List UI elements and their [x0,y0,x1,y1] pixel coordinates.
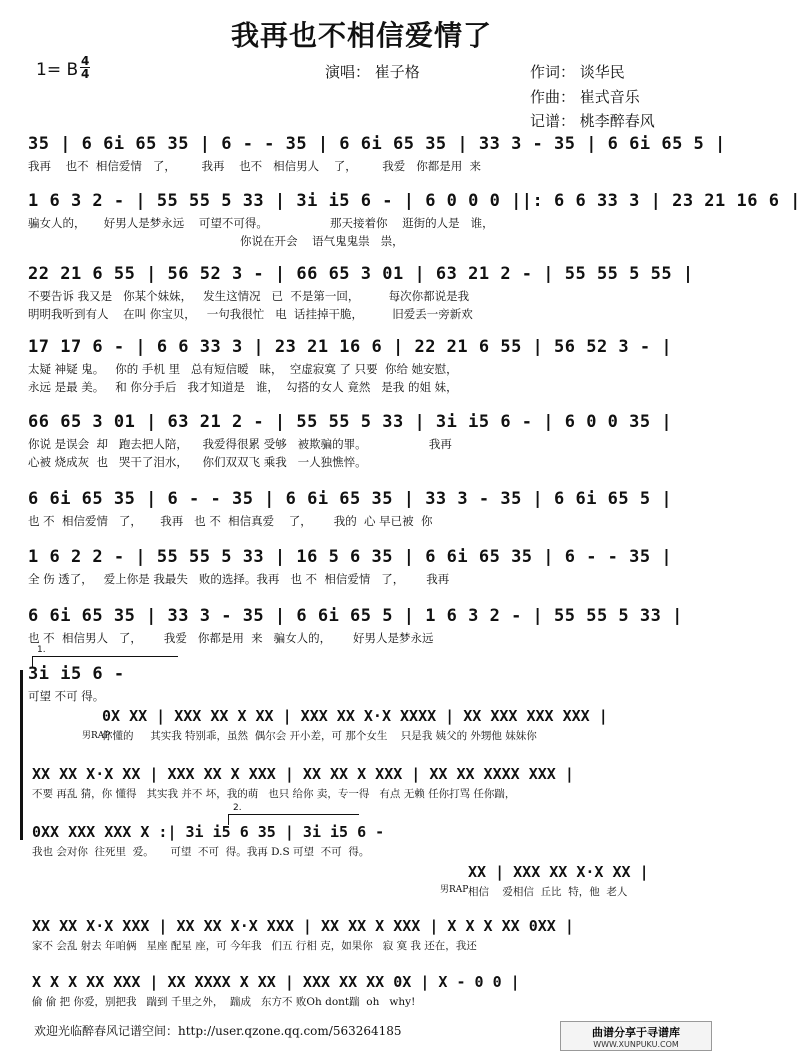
lyric-line-verse-2: 永远 是最 美。 和 你分手后 我才知道是 谁， 勾搭的女人 竟然 是我 的姐 妹， [28,380,458,394]
rap-label: 男RAP [82,731,111,741]
footer-link-text: 欢迎光临醉春风记谱空间：http://user.qzone.qq.com/563264185 [34,1024,402,1038]
rap-label: 男RAP [440,885,469,895]
notation-line: 3i i5 6 - [28,664,125,684]
key-signature: 1= B [36,60,79,80]
volta-number: 2. [233,803,242,813]
lyric-line: 骗女人的， 好男人是梦永远 可望不可得。 那天接着你 逛街的人是 谁， [28,216,494,230]
meter-top: 4 [81,54,90,68]
volta-number: 1. [37,645,46,655]
score-row-5 [28,411,698,470]
rap-lyric-line: 相信 爱相信 丘比 特，他 老人 [468,886,628,898]
score-row-9 [28,663,698,704]
rap-row-1 [102,706,702,743]
notation-line: 1 6 2 2 - | 55 55 5 33 | 16 5 6 35 | 6 6i 65 35 | 6 - - 35 | [28,547,673,567]
lyric-line-verse-2: 心被 烧成灰 也 哭干了泪水， 你们双双飞 乘我 一人独憔悴。 [28,455,367,469]
rap-row-5 [32,916,702,953]
score-row-2 [28,190,801,249]
rap-row-6 [32,972,702,1009]
rhythm-line: XX XX X·X XX | XXX XX X XXX | XX XX X XXX | XX XX XXXX XXX | [32,765,574,783]
rap-section-bracket [20,670,27,840]
notation-line: 66 65 3 01 | 63 21 2 - | 55 55 5 33 | 3i i5 6 - | 6 0 0 35 | [28,412,673,432]
lyric-line: 不要告诉 我又是 你某个妹妹， 发生这情况 已 不是第一回， 每次你都说是我 [28,289,470,303]
notation-line: 17 17 6 - | 6 6 33 3 | 23 21 16 6 | 22 21 6 55 | 56 52 3 - | [28,337,673,357]
song-title: 我再也不相信爱情了 [230,19,492,52]
lyric-line-verse-2: 明明我听到有人 在叫 你宝贝， 一句我很忙 电 话挂掉干脆， 旧爱丢一旁新欢 [28,307,473,321]
rhythm-line: 0XX XXX XXX X :| 3i i5 6 35 | 3i i5 6 - [32,823,394,841]
lyricist-credit: 作词： 谈华民 [530,63,625,81]
score-row-7 [28,546,698,587]
transcriber-credit: 记谱： 桃李醉春风 [530,112,655,130]
lyric-line: 全 伤 透了， 爱上你是 我最失 败的选择。我再 也 不 相信爱情 了， 我再 [28,572,450,586]
watermark-stamp [560,1021,712,1051]
meter-bottom: 4 [81,67,90,81]
score-row-8 [28,605,698,646]
notation-line: 6 6i 65 35 | 33 3 - 35 | 6 6i 65 5 | 1 6 3 2 - | 55 55 5 33 | [28,606,683,626]
notation-line: 22 21 6 55 | 56 52 3 - | 66 65 3 01 | 63 21 2 - | 55 55 5 55 | [28,264,694,284]
notation-line: 1 6 3 2 - | 55 55 5 33 | 3i i5 6 - | 6 0 0 0 ||: 6 6 33 3 | 23 21 16 6 | [28,191,801,211]
score-row-6 [28,488,698,529]
rap-lyric-line: 家不 会乱 射去 年咱俩 星座 配星 座，可 今年我 们五 行相 克，如果你 寂 寞 我 还在，我还 [32,940,477,952]
lyric-line: 也 不 相信男人 了， 我爱 你都是用 来 骗女人的， 好男人是梦永远 [28,631,434,645]
lyric-line: 可望 不可 得。 [28,689,105,703]
lyric-line: 太疑 神疑 鬼。 你的 手机 里 总有短信暧 昧， 空虚寂寞 了 只要 你给 她安慰， [28,362,458,376]
rap-row-2 [32,764,702,801]
rhythm-line: XX XX X·X XXX | XX XX X·X XXX | XX XX X XXX | X X X XX 0XX | [32,917,574,935]
time-signature [80,55,90,80]
composer-credit: 作曲： 崔式音乐 [530,88,640,106]
rhythm-line: X X X XX XXX | XX XXXX X XX | XXX XX XX 0X | X - 0 0 | [32,973,520,991]
singer-credit: 演唱： 崔子格 [325,63,420,81]
score-row-1 [28,133,726,174]
rap-lyric-line: 偷 偷 把 你爱，别把我 踹到 千里之外， 踹成 东方不 败Oh dont踹 oh why! [32,996,416,1008]
rap-lyric-line: 我也 会对你 往死里 爱。 可望 不可 得。我再 D.S 可望 不可 得。 [32,846,370,858]
stamp-title: 曲谱分享于寻谱库 [592,1026,680,1039]
lyric-line: 我再 也不 相信爱情 了， 我再 也不 相信男人 了， 我爱 你都是用 来 [28,159,482,173]
lyric-line: 你说 是误会 却 跑去把人陪， 我爱得很累 受够 被欺骗的罪。 我再 [28,437,452,451]
score-row-3 [28,263,698,322]
notation-line: 6 6i 65 35 | 6 - - 35 | 6 6i 65 35 | 33 3 - 35 | 6 6i 65 5 | [28,489,673,509]
score-row-4 [28,336,698,395]
lyric-line-verse-2: 你说在开会 语气鬼鬼祟 祟， [28,234,404,248]
rap-row-3 [32,822,702,859]
notation-line: 35 | 6 6i 65 35 | 6 - - 35 | 6 6i 65 35 | 33 3 - 35 | 6 6i 65 5 | [28,134,726,154]
lyric-line: 也 不 相信爱情 了， 我再 也 不 相信真爱 了， 我的 心 早已被 你 [28,514,433,528]
stamp-url: WWW.XUNPUKU.COM [593,1040,679,1049]
rap-row-4 [468,862,708,899]
rap-lyric-line: 你懂的 其实我 特别乖，虽然 偶尔会 开小差，可 那个女生 只是我 姨父的 外甥他 妹妹你 [102,730,537,742]
rap-lyric-line: 不要 再乱 猜，你 懂得 其实我 并不 坏，我的萌 也只 给你 卖，专一得 有点 无赖 任你打骂 任你踹， [32,788,516,800]
rhythm-line: 0X XX | XXX XX X XX | XXX XX X·X XXXX | XX XXX XXX XXX | [102,707,608,725]
rhythm-line: XX | XXX XX X·X XX | [468,863,649,881]
